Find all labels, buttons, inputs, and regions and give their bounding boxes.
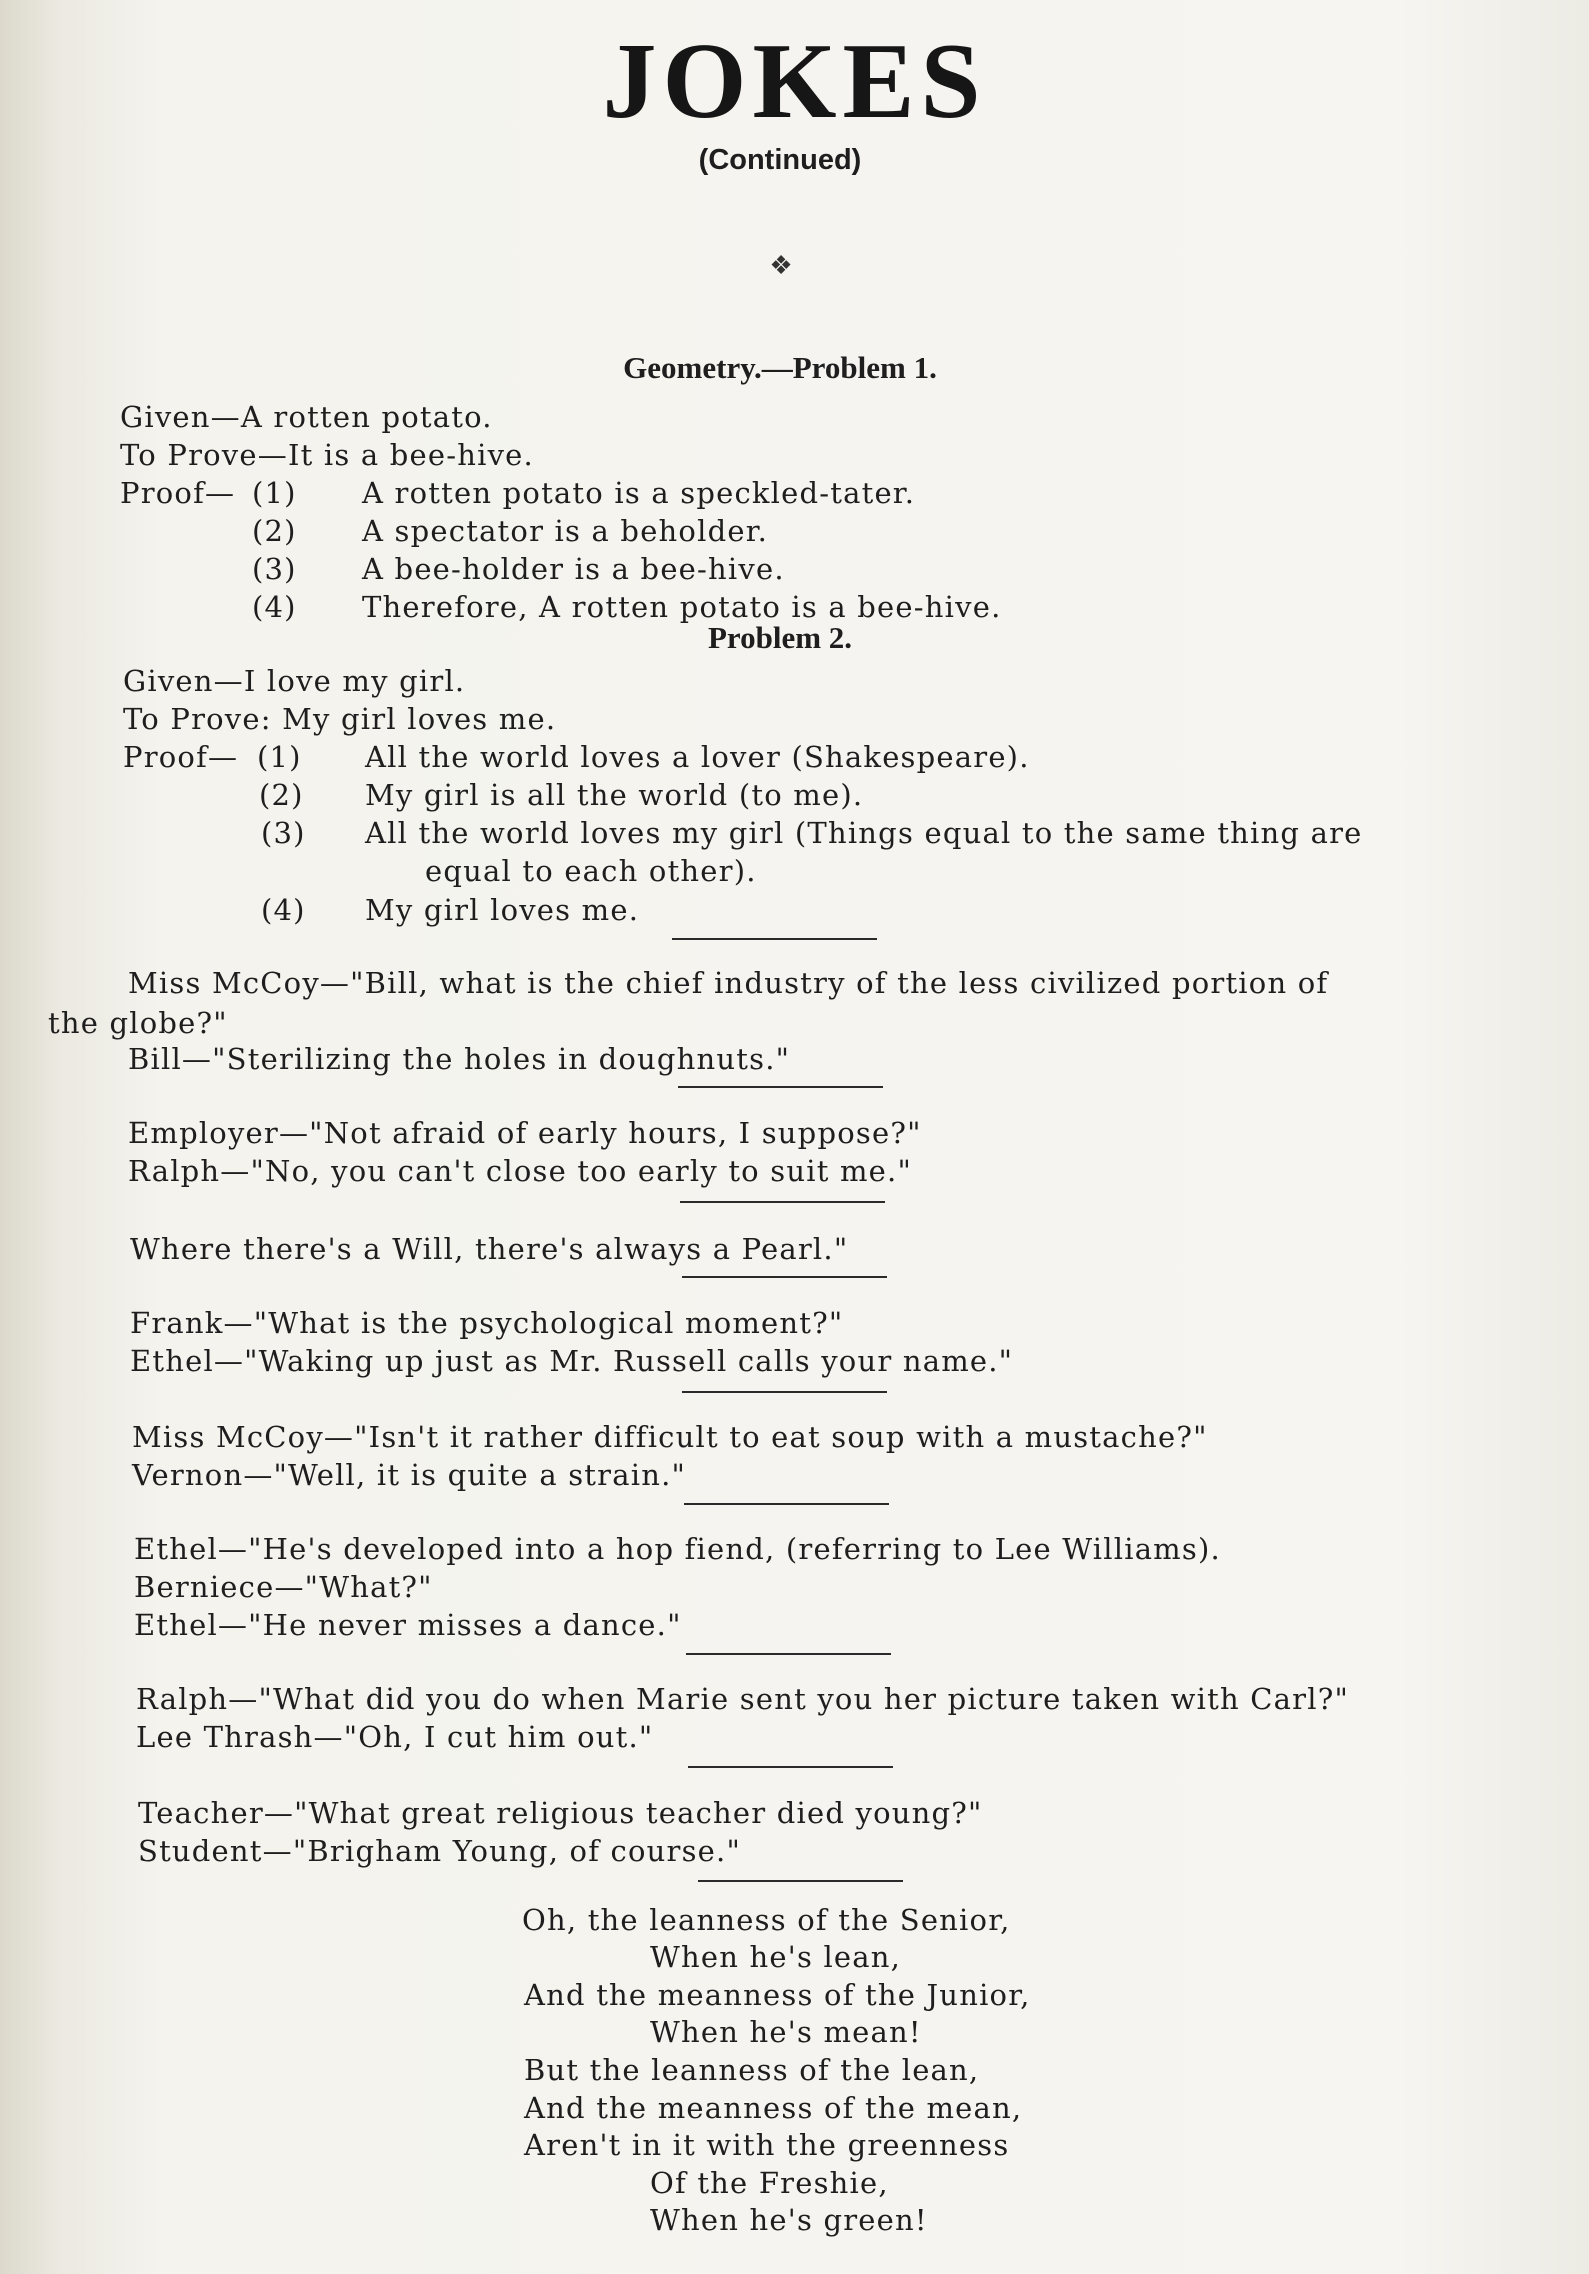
joke-line: Lee Thrash—"Oh, I cut him out.": [136, 1720, 654, 1754]
poem-line: When he's mean!: [650, 2015, 922, 2049]
problem1-step: [252, 552, 785, 586]
step-number: (2): [259, 778, 304, 812]
step-text: A rotten potato is a speckled-tater.: [362, 476, 916, 510]
problem2-step: [257, 740, 1030, 774]
joke-line: Employer—"Not afraid of early hours, I suppose?": [128, 1116, 922, 1150]
joke-line: the globe?": [48, 1006, 228, 1040]
step-number: (3): [261, 816, 306, 850]
problem1-proof-label: Proof—: [120, 476, 236, 510]
step-number: (4): [252, 590, 297, 624]
poem-line: Of the Freshie,: [650, 2166, 889, 2200]
step-text: A spectator is a beholder.: [362, 514, 768, 548]
joke-line: Student—"Brigham Young, of course.": [138, 1834, 741, 1868]
divider: [686, 1653, 891, 1655]
poem-line: And the meanness of the mean,: [524, 2091, 1023, 2125]
poem-line: Aren't in it with the greenness: [524, 2128, 1010, 2162]
poem-line: And the meanness of the Junior,: [524, 1978, 1031, 2012]
joke-line: Miss McCoy—"Bill, what is the chief industry of the less civilized portion of: [128, 966, 1329, 1000]
step-text: A bee-holder is a bee-hive.: [362, 552, 785, 586]
poem-line: Oh, the leanness of the Senior,: [522, 1903, 1011, 1937]
divider: [698, 1880, 903, 1882]
divider: [672, 938, 877, 940]
problem2-to-prove: To Prove: My girl loves me.: [123, 702, 557, 736]
divider: [688, 1766, 893, 1768]
problem1-to-prove: To Prove—It is a bee-hive.: [120, 438, 534, 472]
problem2-proof-label: Proof—: [123, 740, 239, 774]
poem-line: When he's lean,: [650, 1940, 902, 1974]
problem2-step-continued: equal to each other).: [425, 854, 757, 888]
ornament-icon: ❖: [769, 251, 793, 281]
step-number: (2): [252, 514, 297, 548]
step-number: (1): [252, 476, 297, 510]
joke-line: Miss McCoy—"Isn't it rather difficult to eat soup with a mustache?": [132, 1420, 1208, 1454]
problem2-heading: Problem 2.: [707, 620, 853, 655]
joke-line: Teacher—"What great religious teacher died young?": [138, 1796, 983, 1830]
poem-line: When he's green!: [650, 2203, 928, 2237]
joke-line: Ethel—"He never misses a dance.": [134, 1608, 682, 1642]
joke-line: Ralph—"No, you can't close too early to suit me.": [128, 1154, 912, 1188]
page-subtitle: (Continued): [698, 144, 862, 176]
joke-line: Where there's a Will, there's always a Pearl.": [130, 1232, 849, 1266]
step-text: Therefore, A rotten potato is a bee-hive.: [362, 590, 1002, 624]
divider: [680, 1201, 885, 1203]
step-text: My girl is all the world (to me).: [365, 778, 864, 812]
joke-line: Frank—"What is the psychological moment?": [130, 1306, 844, 1340]
divider: [684, 1503, 889, 1505]
divider: [678, 1086, 883, 1088]
divider: [682, 1276, 887, 1278]
poem-line: But the leanness of the lean,: [524, 2053, 980, 2087]
step-number: (3): [252, 552, 297, 586]
step-text: All the world loves my girl (Things equal to the same thing are: [365, 816, 1363, 850]
step-text: My girl loves me.: [365, 893, 640, 927]
problem1-step: [252, 590, 1002, 624]
joke-line: Ethel—"Waking up just as Mr. Russell calls your name.": [130, 1344, 1014, 1378]
problem1-step: [252, 514, 768, 548]
problem2-step: [261, 816, 1363, 850]
problem2-step: [261, 893, 639, 927]
page-title: JOKES: [602, 22, 987, 141]
divider: [682, 1391, 887, 1393]
problem2-given: Given—I love my girl.: [123, 664, 466, 698]
problem1-step: [252, 476, 915, 510]
problem1-heading: Geometry.—Problem 1.: [623, 350, 937, 385]
joke-line: Bill—"Sterilizing the holes in doughnuts.": [128, 1042, 791, 1076]
problem1-given: Given—A rotten potato.: [120, 400, 493, 434]
joke-line: Ralph—"What did you do when Marie sent you her picture taken with Carl?": [136, 1682, 1349, 1716]
joke-line: Ethel—"He's developed into a hop fiend, (referring to Lee Williams).: [134, 1532, 1221, 1566]
joke-line: Vernon—"Well, it is quite a strain.": [132, 1458, 687, 1492]
problem2-step: [259, 778, 863, 812]
joke-line: Berniece—"What?": [134, 1570, 433, 1604]
step-number: (4): [261, 893, 306, 927]
step-number: (1): [257, 740, 302, 774]
step-text: All the world loves a lover (Shakespeare).: [365, 740, 1030, 774]
